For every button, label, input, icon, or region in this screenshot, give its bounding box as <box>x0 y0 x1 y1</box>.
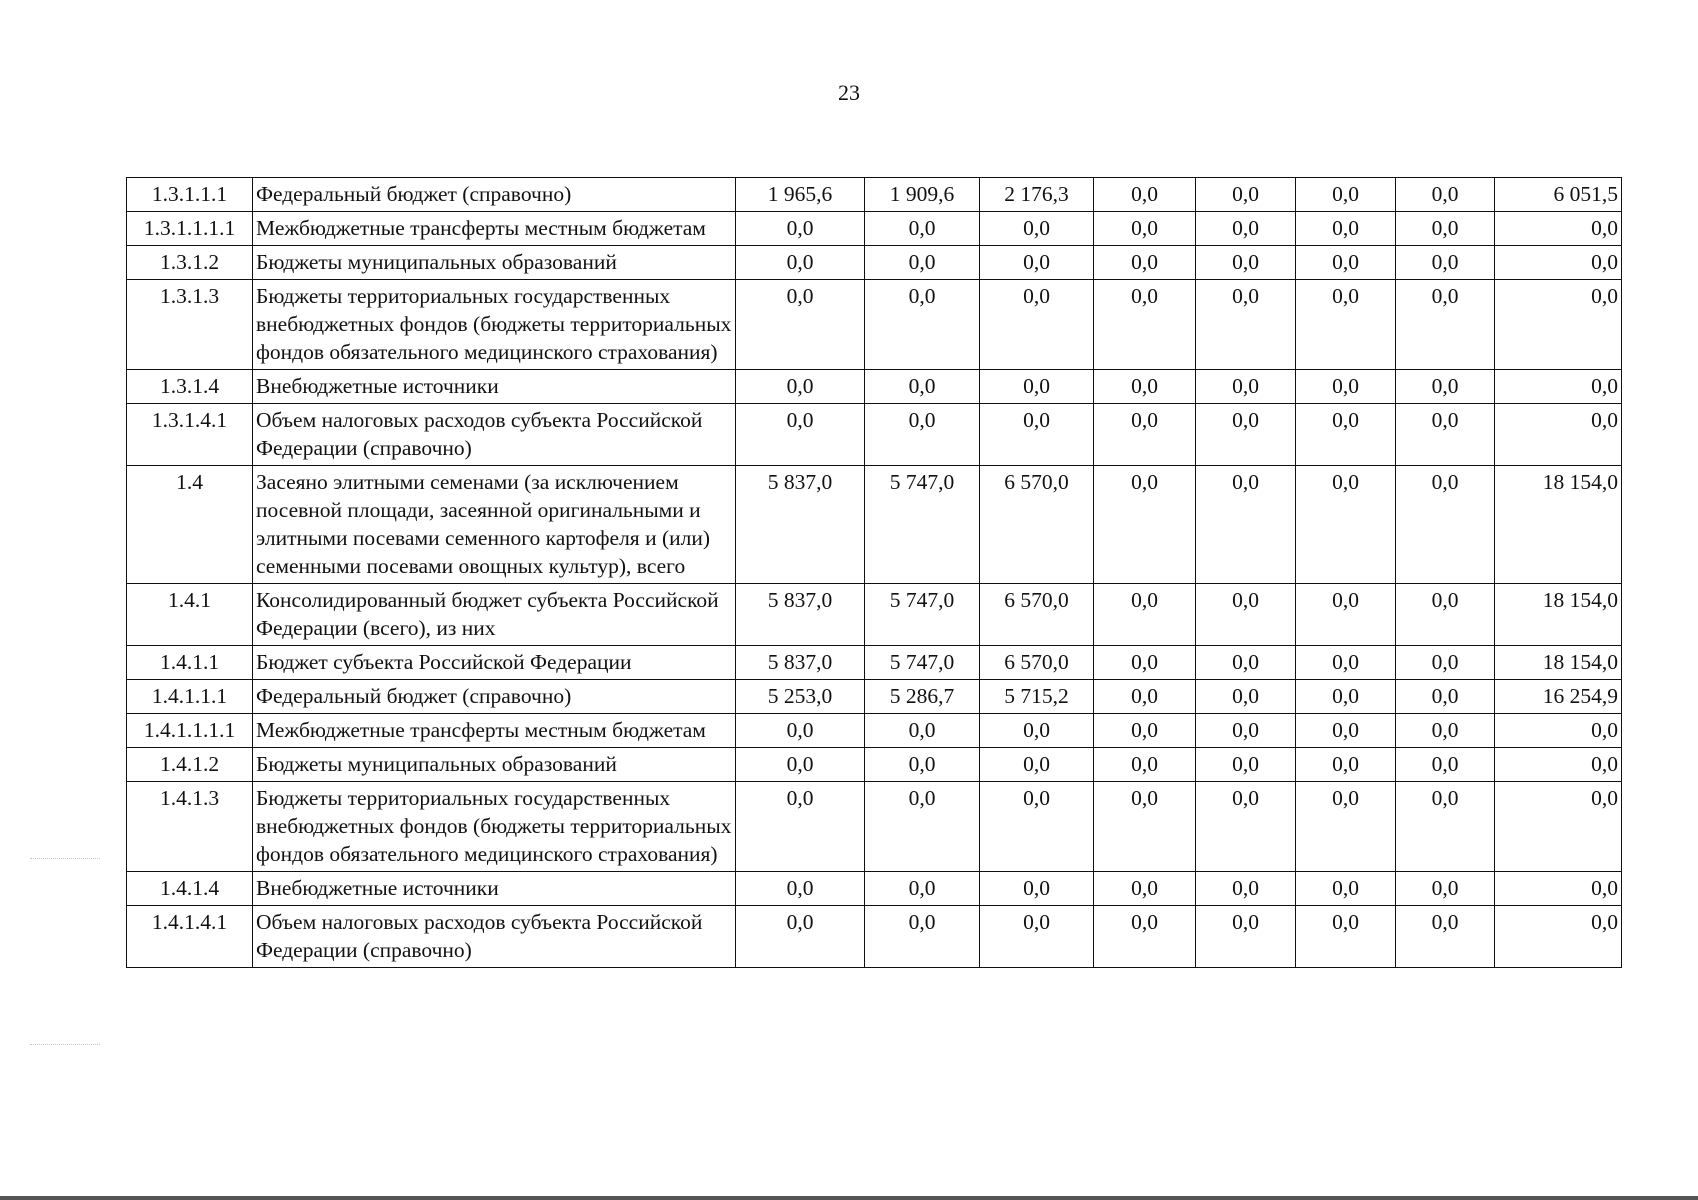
value-cell: 0,0 <box>736 280 865 370</box>
value-cell: 5 747,0 <box>865 466 980 584</box>
value-cell: 0,0 <box>736 748 865 782</box>
table-row <box>127 466 1622 584</box>
value-cell: 0,0 <box>736 714 865 748</box>
table-row <box>127 212 1622 246</box>
total-cell: 0,0 <box>1495 246 1622 280</box>
row-name: Межбюджетные трансферты местным бюджетам <box>253 212 736 246</box>
value-cell: 0,0 <box>1094 872 1196 906</box>
value-cell: 0,0 <box>865 906 980 968</box>
value-cell: 0,0 <box>1196 748 1296 782</box>
value-cell: 0,0 <box>980 370 1094 404</box>
value-cell: 5 747,0 <box>865 646 980 680</box>
total-cell: 0,0 <box>1495 212 1622 246</box>
value-cell: 0,0 <box>1094 466 1196 584</box>
value-cell: 6 570,0 <box>980 584 1094 646</box>
row-code: 1.4.1.1 <box>127 646 253 680</box>
value-cell: 0,0 <box>1296 466 1396 584</box>
row-code: 1.4.1 <box>127 584 253 646</box>
value-cell: 0,0 <box>1196 680 1296 714</box>
value-cell: 0,0 <box>1196 872 1296 906</box>
value-cell: 0,0 <box>736 212 865 246</box>
row-code: 1.3.1.1.1.1 <box>127 212 253 246</box>
value-cell: 0,0 <box>1196 584 1296 646</box>
page-bottom-edge <box>0 1196 1698 1200</box>
table-row <box>127 782 1622 872</box>
value-cell: 0,0 <box>1296 280 1396 370</box>
margin-mark <box>30 1044 100 1046</box>
table-row <box>127 246 1622 280</box>
value-cell: 5 715,2 <box>980 680 1094 714</box>
value-cell: 0,0 <box>1094 782 1196 872</box>
value-cell: 0,0 <box>1196 466 1296 584</box>
total-cell: 18 154,0 <box>1495 466 1622 584</box>
value-cell: 0,0 <box>1296 584 1396 646</box>
value-cell: 0,0 <box>1296 212 1396 246</box>
value-cell: 0,0 <box>1396 246 1495 280</box>
total-cell: 0,0 <box>1495 714 1622 748</box>
value-cell: 6 570,0 <box>980 466 1094 584</box>
value-cell: 0,0 <box>865 714 980 748</box>
value-cell: 0,0 <box>1094 246 1196 280</box>
row-name: Федеральный бюджет (справочно) <box>253 680 736 714</box>
table-row <box>127 748 1622 782</box>
value-cell: 0,0 <box>1396 646 1495 680</box>
value-cell: 0,0 <box>980 212 1094 246</box>
row-code: 1.3.1.4 <box>127 370 253 404</box>
value-cell: 0,0 <box>980 782 1094 872</box>
page-number: 23 <box>838 80 860 105</box>
value-cell: 0,0 <box>1396 680 1495 714</box>
total-cell: 6 051,5 <box>1495 178 1622 212</box>
value-cell: 0,0 <box>1196 178 1296 212</box>
value-cell: 0,0 <box>1094 748 1196 782</box>
row-name: Объем налоговых расходов субъекта Российской Федерации (справочно) <box>253 404 736 466</box>
value-cell: 0,0 <box>1396 714 1495 748</box>
row-code: 1.4.1.4.1 <box>127 906 253 968</box>
table-row <box>127 646 1622 680</box>
value-cell: 0,0 <box>865 748 980 782</box>
table-row <box>127 714 1622 748</box>
row-code: 1.3.1.1.1 <box>127 178 253 212</box>
row-code: 1.3.1.2 <box>127 246 253 280</box>
value-cell: 0,0 <box>1094 404 1196 466</box>
total-cell: 0,0 <box>1495 280 1622 370</box>
value-cell: 0,0 <box>865 280 980 370</box>
value-cell: 0,0 <box>1396 782 1495 872</box>
value-cell: 0,0 <box>1396 466 1495 584</box>
table-row <box>127 872 1622 906</box>
total-cell: 0,0 <box>1495 370 1622 404</box>
value-cell: 0,0 <box>1094 178 1196 212</box>
value-cell: 0,0 <box>1196 714 1296 748</box>
value-cell: 0,0 <box>736 246 865 280</box>
value-cell: 0,0 <box>980 714 1094 748</box>
value-cell: 0,0 <box>1396 748 1495 782</box>
row-name: Бюджет субъекта Российской Федерации <box>253 646 736 680</box>
row-name: Бюджеты территориальных государственных внебюджетных фондов (бюджеты территориальных фондов обязательного медицинского страхования) <box>253 782 736 872</box>
value-cell: 0,0 <box>865 370 980 404</box>
value-cell: 5 837,0 <box>736 646 865 680</box>
value-cell: 0,0 <box>1296 906 1396 968</box>
row-code: 1.3.1.3 <box>127 280 253 370</box>
value-cell: 5 286,7 <box>865 680 980 714</box>
value-cell: 0,0 <box>865 404 980 466</box>
value-cell: 0,0 <box>980 748 1094 782</box>
value-cell: 0,0 <box>1196 370 1296 404</box>
table-body <box>127 178 1622 968</box>
table-row <box>127 584 1622 646</box>
value-cell: 0,0 <box>1396 280 1495 370</box>
value-cell: 0,0 <box>1196 280 1296 370</box>
value-cell: 1 909,6 <box>865 178 980 212</box>
value-cell: 0,0 <box>1396 212 1495 246</box>
value-cell: 0,0 <box>1396 370 1495 404</box>
row-code: 1.3.1.4.1 <box>127 404 253 466</box>
value-cell: 5 747,0 <box>865 584 980 646</box>
value-cell: 6 570,0 <box>980 646 1094 680</box>
total-cell: 0,0 <box>1495 404 1622 466</box>
value-cell: 0,0 <box>1296 872 1396 906</box>
value-cell: 0,0 <box>1396 906 1495 968</box>
margin-mark <box>30 858 100 860</box>
value-cell: 0,0 <box>865 246 980 280</box>
value-cell: 0,0 <box>1094 906 1196 968</box>
table-row <box>127 370 1622 404</box>
total-cell: 18 154,0 <box>1495 584 1622 646</box>
value-cell: 0,0 <box>1296 646 1396 680</box>
row-name: Объем налоговых расходов субъекта Российской Федерации (справочно) <box>253 906 736 968</box>
value-cell: 0,0 <box>1196 782 1296 872</box>
value-cell: 0,0 <box>1094 714 1196 748</box>
value-cell: 0,0 <box>1196 404 1296 466</box>
value-cell: 0,0 <box>736 906 865 968</box>
row-name: Федеральный бюджет (справочно) <box>253 178 736 212</box>
row-name: Бюджеты муниципальных образований <box>253 246 736 280</box>
table-row <box>127 178 1622 212</box>
value-cell: 5 837,0 <box>736 584 865 646</box>
row-code: 1.4.1.1.1.1 <box>127 714 253 748</box>
value-cell: 0,0 <box>1196 906 1296 968</box>
value-cell: 0,0 <box>1196 246 1296 280</box>
total-cell: 0,0 <box>1495 782 1622 872</box>
value-cell: 0,0 <box>1396 872 1495 906</box>
row-name: Внебюджетные источники <box>253 872 736 906</box>
value-cell: 0,0 <box>1296 370 1396 404</box>
value-cell: 0,0 <box>980 906 1094 968</box>
value-cell: 0,0 <box>980 872 1094 906</box>
value-cell: 0,0 <box>1296 680 1396 714</box>
value-cell: 0,0 <box>736 404 865 466</box>
row-name: Бюджеты муниципальных образований <box>253 748 736 782</box>
value-cell: 0,0 <box>1396 584 1495 646</box>
row-code: 1.4 <box>127 466 253 584</box>
value-cell: 1 965,6 <box>736 178 865 212</box>
value-cell: 0,0 <box>1094 680 1196 714</box>
total-cell: 18 154,0 <box>1495 646 1622 680</box>
value-cell: 0,0 <box>1396 404 1495 466</box>
value-cell: 2 176,3 <box>980 178 1094 212</box>
value-cell: 5 837,0 <box>736 466 865 584</box>
value-cell: 0,0 <box>865 782 980 872</box>
value-cell: 0,0 <box>1094 584 1196 646</box>
row-name: Засеяно элитными семенами (за исключением посевной площади, засеянной оригинальными и элитными посевами семенного картофеля и (или) семенными посевами овощных культур), всего <box>253 466 736 584</box>
total-cell: 0,0 <box>1495 872 1622 906</box>
total-cell: 16 254,9 <box>1495 680 1622 714</box>
row-name: Внебюджетные источники <box>253 370 736 404</box>
budget-table <box>126 177 1622 968</box>
row-code: 1.4.1.3 <box>127 782 253 872</box>
value-cell: 0,0 <box>736 370 865 404</box>
row-name: Межбюджетные трансферты местным бюджетам <box>253 714 736 748</box>
total-cell: 0,0 <box>1495 748 1622 782</box>
row-name: Бюджеты территориальных государственных внебюджетных фондов (бюджеты территориальных фондов обязательного медицинского страхования) <box>253 280 736 370</box>
value-cell: 0,0 <box>1094 370 1196 404</box>
table-row <box>127 404 1622 466</box>
value-cell: 0,0 <box>980 280 1094 370</box>
value-cell: 0,0 <box>1094 280 1196 370</box>
row-code: 1.4.1.2 <box>127 748 253 782</box>
value-cell: 0,0 <box>1296 748 1396 782</box>
table-row <box>127 280 1622 370</box>
value-cell: 0,0 <box>1296 782 1396 872</box>
value-cell: 0,0 <box>1094 212 1196 246</box>
value-cell: 0,0 <box>1296 714 1396 748</box>
value-cell: 0,0 <box>1196 646 1296 680</box>
row-name: Консолидированный бюджет субъекта Российской Федерации (всего), из них <box>253 584 736 646</box>
table-row <box>127 906 1622 968</box>
value-cell: 0,0 <box>1296 246 1396 280</box>
value-cell: 0,0 <box>865 212 980 246</box>
value-cell: 0,0 <box>1296 178 1396 212</box>
value-cell: 0,0 <box>1296 404 1396 466</box>
value-cell: 0,0 <box>980 404 1094 466</box>
value-cell: 0,0 <box>736 782 865 872</box>
value-cell: 0,0 <box>736 872 865 906</box>
value-cell: 0,0 <box>865 872 980 906</box>
row-code: 1.4.1.1.1 <box>127 680 253 714</box>
value-cell: 0,0 <box>1396 178 1495 212</box>
value-cell: 5 253,0 <box>736 680 865 714</box>
table-row <box>127 680 1622 714</box>
value-cell: 0,0 <box>1094 646 1196 680</box>
total-cell: 0,0 <box>1495 906 1622 968</box>
row-code: 1.4.1.4 <box>127 872 253 906</box>
value-cell: 0,0 <box>1196 212 1296 246</box>
value-cell: 0,0 <box>980 246 1094 280</box>
